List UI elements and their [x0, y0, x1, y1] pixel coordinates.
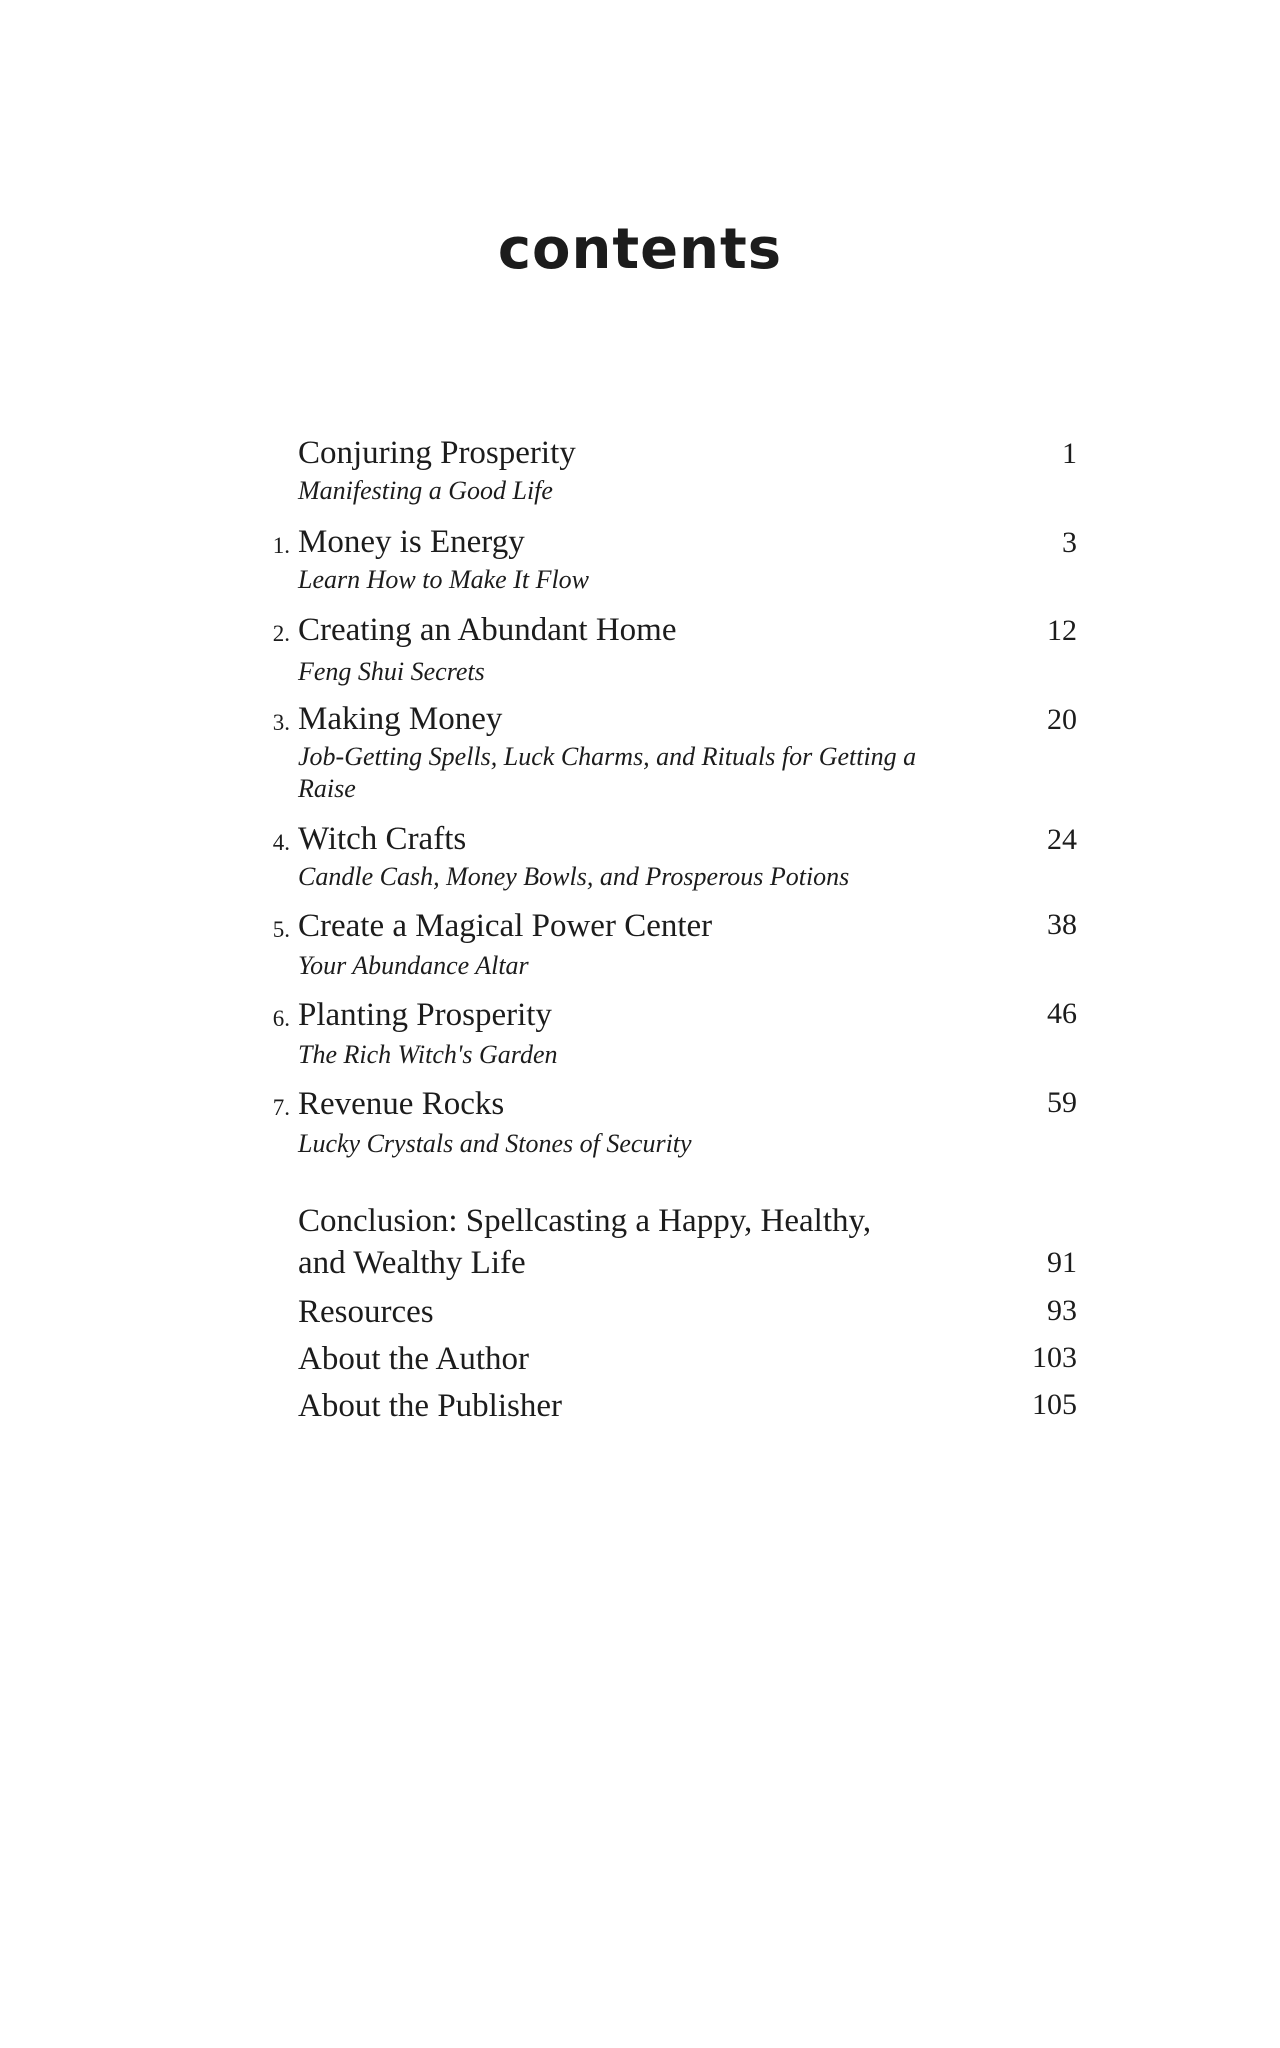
page-title: contents	[497, 217, 783, 282]
chapter-subtitle: The Rich Witch's Garden	[298, 1040, 558, 1069]
chapter-title: Revenue Rocks	[298, 1086, 505, 1122]
page-number: 59	[1047, 1086, 1077, 1119]
page-number: 38	[1047, 908, 1077, 941]
chapter-title: Witch Crafts	[298, 821, 467, 857]
chapter-number: 2.	[272, 621, 290, 646]
page-number: 93	[1047, 1294, 1077, 1327]
page-number: 20	[1047, 703, 1077, 736]
chapter-subtitle: Feng Shui Secrets	[298, 657, 485, 686]
page-number: 105	[1032, 1388, 1077, 1421]
chapter-title: Making Money	[298, 701, 503, 737]
chapter-subtitle: Candle Cash, Money Bowls, and Prosperous Potions	[298, 862, 850, 891]
chapter-title: Money is Energy	[298, 524, 525, 560]
back-matter-title: Resources	[298, 1294, 434, 1330]
back-matter-title: About the Publisher	[298, 1388, 562, 1424]
chapter-number: 4.	[272, 830, 290, 855]
chapter-number: 7.	[272, 1095, 290, 1120]
chapter-title: Creating an Abundant Home	[298, 612, 677, 648]
page-number: 91	[1047, 1246, 1077, 1279]
chapter-subtitle: Your Abundance Altar	[298, 951, 529, 980]
page-number: 1	[1062, 437, 1077, 470]
chapter-title: Planting Prosperity	[298, 997, 552, 1033]
chapter-subtitle: Job-Getting Spells, Luck Charms, and Rituals for Getting a Raise	[298, 742, 917, 803]
chapter-number: 3.	[272, 710, 290, 735]
chapter-number: 6.	[272, 1006, 290, 1031]
page-number: 3	[1062, 526, 1077, 559]
chapter-title: Conjuring Prosperity	[298, 435, 576, 471]
back-matter-title: About the Author	[298, 1341, 529, 1377]
page-number: 12	[1047, 614, 1077, 647]
back-matter-title: Conclusion: Spellcasting a Happy, Healthy, and Wealthy Life	[298, 1203, 872, 1281]
chapter-subtitle: Lucky Crystals and Stones of Security	[298, 1129, 692, 1158]
chapter-number: 5.	[272, 917, 290, 942]
chapter-subtitle: Learn How to Make It Flow	[298, 565, 590, 594]
page-number: 24	[1047, 823, 1077, 856]
chapter-subtitle: Manifesting a Good Life	[298, 476, 553, 505]
page-number: 103	[1032, 1341, 1077, 1374]
page-number: 46	[1047, 997, 1077, 1030]
chapter-title: Create a Magical Power Center	[298, 908, 713, 944]
chapter-number: 1.	[272, 533, 290, 558]
